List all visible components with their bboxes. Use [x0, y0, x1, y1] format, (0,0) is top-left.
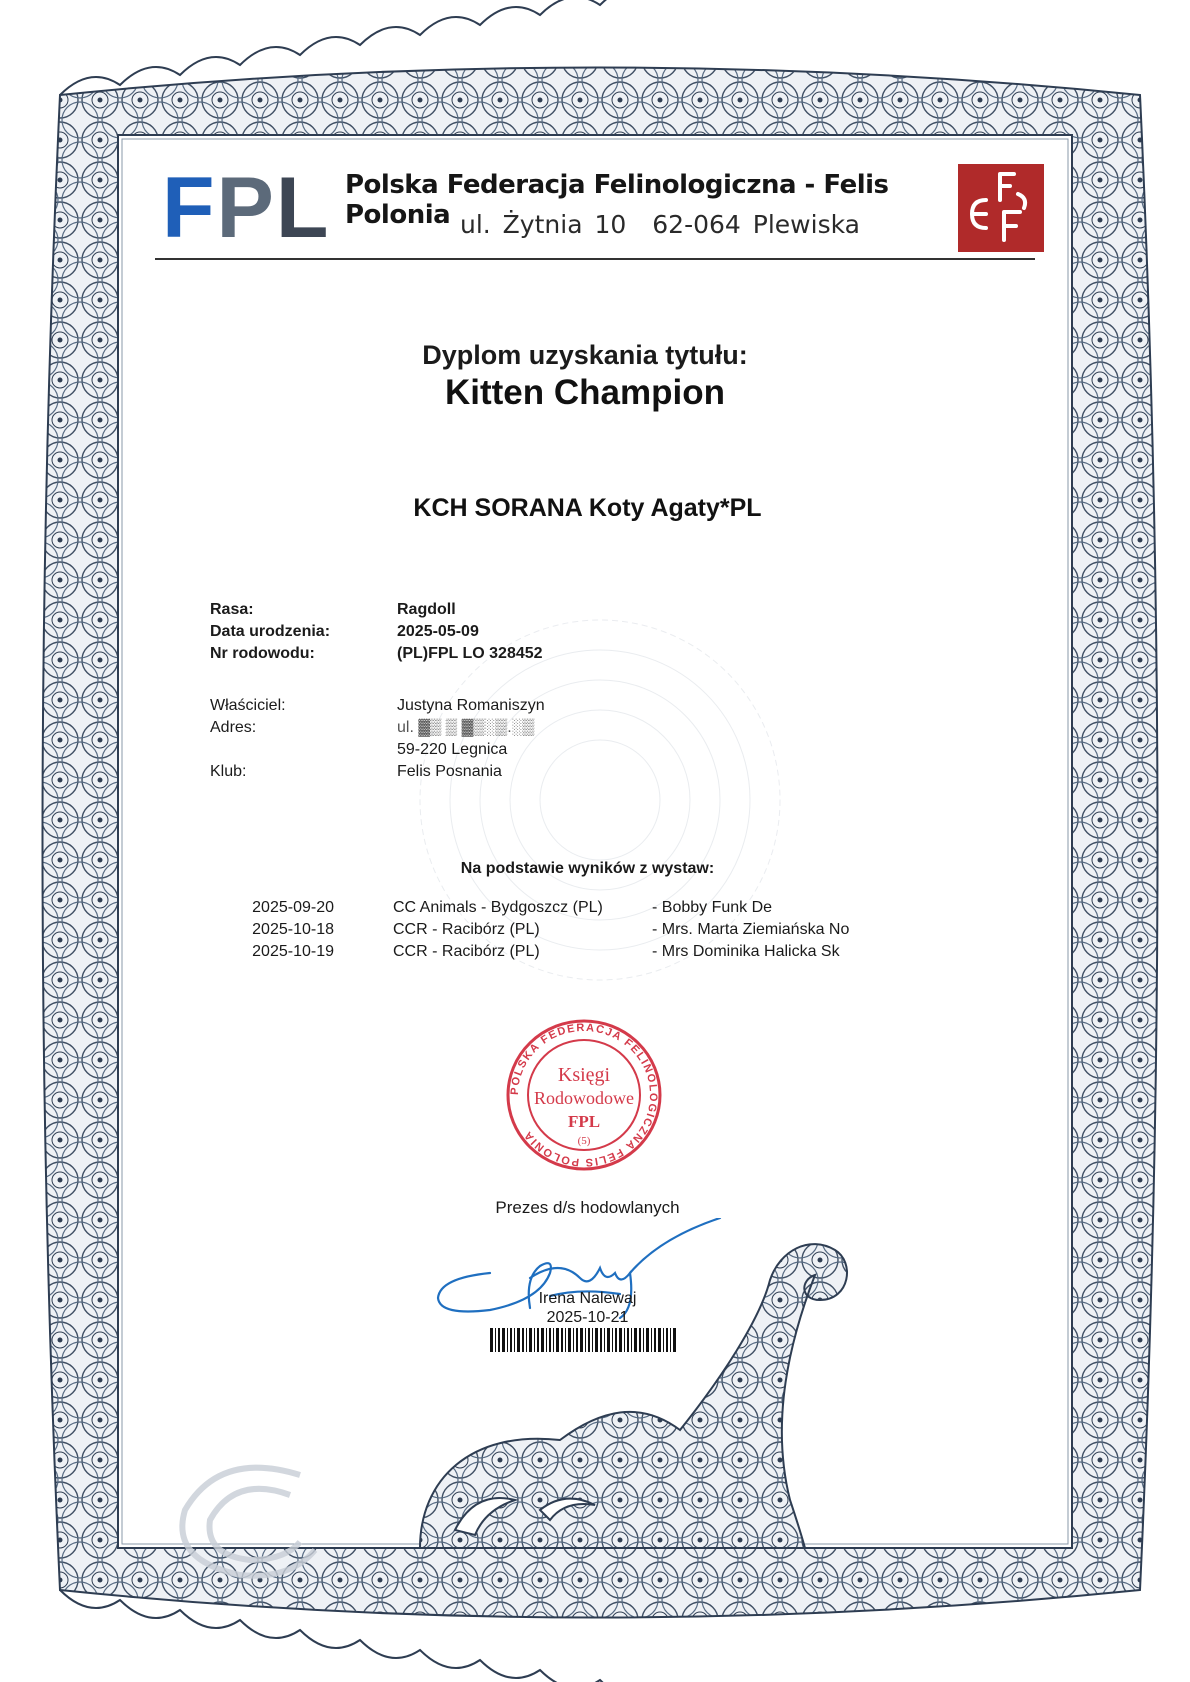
- result-show: CC Animals - Bydgoszcz (PL): [393, 899, 603, 916]
- diploma-title: Kitten Champion: [445, 373, 725, 412]
- result-judge: - Mrs Dominika Halicka Sk: [652, 943, 840, 960]
- result-date: 2025-10-19: [252, 943, 334, 960]
- fife-logo: [958, 164, 1044, 252]
- org-street: ul. Żytnia 10: [460, 210, 627, 239]
- hologram-mark: [150, 1450, 340, 1590]
- address-label: Adres:: [210, 719, 257, 736]
- results-heading: Na podstawie wyników z wystaw:: [460, 860, 715, 877]
- result-date: 2025-10-18: [252, 921, 334, 938]
- fpl-logo: F P L: [162, 160, 327, 256]
- header-rule: [155, 258, 1035, 260]
- org-address: [460, 210, 880, 239]
- diploma-heading: Dyplom uzyskania tytułu:: [422, 340, 748, 370]
- result-show: CCR - Racibórz (PL): [393, 943, 540, 960]
- owner-value: Justyna Romaniszyn: [397, 697, 545, 714]
- signatory-role: Prezes d/s hodowlanych: [495, 1198, 680, 1217]
- stamp-line1: Księgi: [557, 1064, 611, 1086]
- club-value: Felis Posnania: [397, 763, 502, 780]
- barcode: [490, 1328, 678, 1352]
- address-line2: 59-220 Legnica: [397, 741, 508, 758]
- birth-date-label: Data urodzenia:: [210, 623, 331, 640]
- org-postcode-city: 62-064 Plewiska: [652, 210, 860, 239]
- result-judge: - Mrs. Marta Ziemiańska No: [652, 921, 850, 938]
- stamp-ring-text: POLSKA FEDERACJA FELINOLOGICZNA FELIS POLONIA: [508, 1021, 660, 1169]
- cat-name: KCH SORANA Koty Agaty*PL: [413, 494, 762, 522]
- stamp-line2: Rodowodowe: [534, 1088, 634, 1108]
- org-name: Polska Federacja Felinologiczna - Felis Polonia: [345, 170, 889, 230]
- birth-date-value: 2025-05-09: [397, 623, 479, 640]
- club-label: Klub:: [210, 763, 247, 780]
- result-show: CCR - Racibórz (PL): [393, 921, 540, 938]
- stamp-line3: FPL: [567, 1112, 601, 1131]
- pedigree-value: (PL)FPL LO 328452: [397, 645, 543, 662]
- result-judge: - Bobby Funk De: [652, 899, 773, 916]
- address-line1: ul. ▓▒ ▒ ▓▒░▒.░▒: [397, 719, 535, 736]
- breed-value: Ragdoll: [397, 601, 456, 618]
- signature-date: 2025-10-21: [546, 1309, 629, 1326]
- stamp-line4: (5): [577, 1135, 591, 1147]
- signatory-name: Irena Nalewaj: [538, 1290, 637, 1307]
- owner-label: Właściciel:: [210, 697, 286, 714]
- breed-label: Rasa:: [210, 601, 254, 618]
- pedigree-label: Nr rodowodu:: [210, 645, 315, 662]
- result-date: 2025-09-20: [252, 899, 334, 916]
